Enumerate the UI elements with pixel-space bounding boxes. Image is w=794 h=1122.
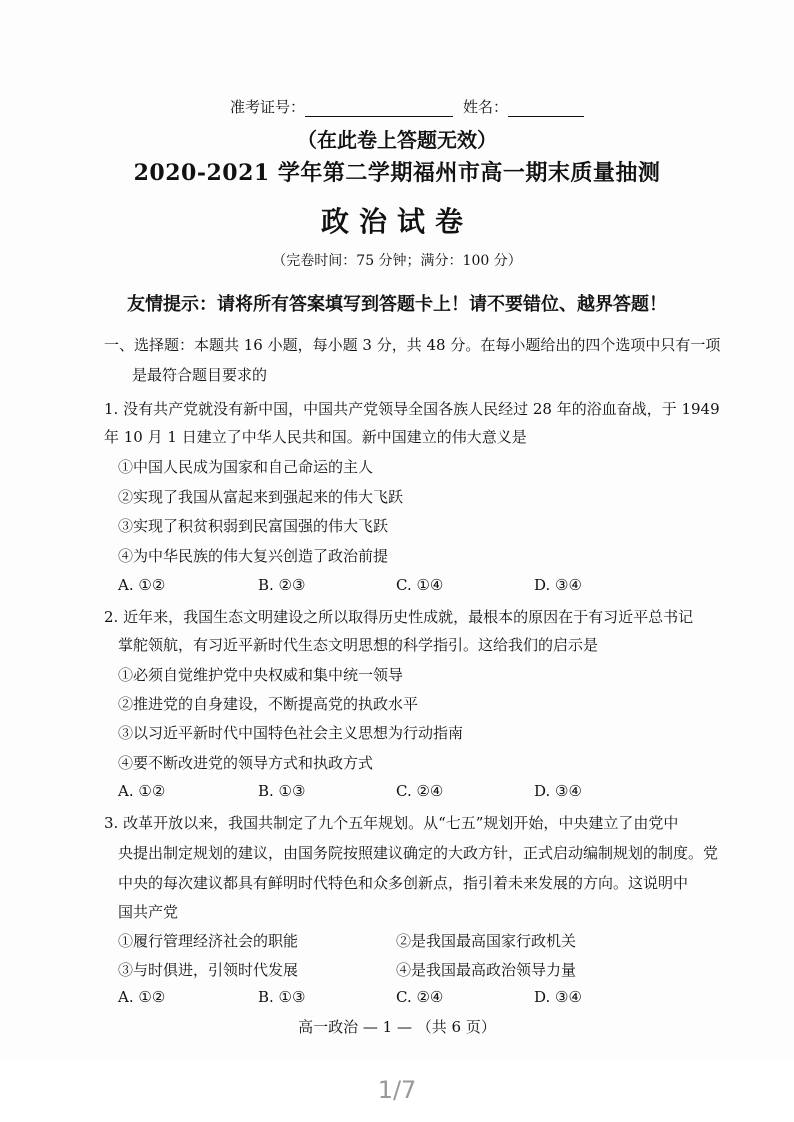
q1-option-c: C. ①④ <box>396 576 444 594</box>
page-footer: 高一政治 — 1 — （共 6 页） <box>298 1018 496 1036</box>
q3-option-d: D. ③④ <box>534 988 582 1006</box>
q1-stem-line1: 1. 没有共产党就没有新中国，中国共产党领导全国各族人民经过 28 年的浴血奋战，于 1949 <box>104 400 720 418</box>
q2-statement-1: ①必须自觉维护党中央权威和集中统一领导 <box>118 666 404 684</box>
q3-stem-line3: 中央的每次建议都具有鲜明时代特色和众多创新点，指引着未来发展的方向。这说明中 <box>118 874 689 892</box>
q2-statement-2: ②推进党的自身建设，不断提高党的执政水平 <box>118 695 419 713</box>
q2-stem-line1: 2. 近年来，我国生态文明建设之所以取得历史性成就，最根本的原因在于有习近平总书记 <box>104 608 694 626</box>
q1-statement-4: ④为中华民族的伟大复兴创造了政治前提 <box>118 547 389 565</box>
q2-option-a: A. ①② <box>118 782 166 800</box>
q2-option-b: B. ①③ <box>258 782 306 800</box>
q1-option-b: B. ②③ <box>258 576 306 594</box>
section-heading-cont: 是最符合题目要求的 <box>132 366 268 384</box>
q3-stem-line2: 央提出制定规划的建议，由国务院按照建议确定的大政方针，正式启动编制规划的制度。党 <box>118 844 719 862</box>
q2-statement-4: ④要不断改进党的领导方式和执政方式 <box>118 754 374 772</box>
name-label: 姓名： <box>463 98 509 116</box>
q3-statement-2: ②是我国最高国家行政机关 <box>396 932 577 950</box>
candidate-info-row <box>230 96 584 117</box>
q1-stem-line2: 年 10 月 1 日建立了中华人民共和国。新中国建立的伟大意义是 <box>104 428 527 446</box>
q1-option-d: D. ③④ <box>534 576 582 594</box>
tip-text: 友情提示：请将所有答案填写到答题卡上！请不要错位、越界答题！ <box>127 294 667 315</box>
subject-title: 政治试卷 <box>320 205 473 238</box>
name-blank <box>508 100 584 117</box>
q3-option-b: B. ①③ <box>258 988 306 1006</box>
q3-statement-4: ④是我国最高政治领导力量 <box>396 961 577 979</box>
invalid-note: （在此卷上答题无效） <box>297 128 497 152</box>
section-heading: 一、选择题：本题共 16 小题，每小题 3 分，共 48 分。在每小题给出的四个选项中只有一项 <box>104 336 721 354</box>
q1-statement-3: ③实现了积贫积弱到民富国强的伟大飞跃 <box>118 517 389 535</box>
q2-option-d: D. ③④ <box>534 782 582 800</box>
q3-option-a: A. ①② <box>118 988 166 1006</box>
q3-statement-3: ③与时俱进，引领时代发展 <box>118 961 299 979</box>
page-indicator: 1/7 <box>377 1076 417 1104</box>
q3-stem-line1: 3. 改革开放以来，我国共制定了九个五年规划。从“七五”规划开始，中央建立了由党中 <box>104 814 679 832</box>
q1-statement-1: ①中国人民成为国家和自己命运的主人 <box>118 458 374 476</box>
q3-stem-line4: 国共产党 <box>118 903 179 921</box>
q1-option-a: A. ①② <box>118 576 166 594</box>
q1-statement-2: ②实现了我国从富起来到强起来的伟大飞跃 <box>118 488 404 506</box>
q2-stem-line2: 掌舵领航，有习近平新时代生态文明思想的科学指引。这给我们的启示是 <box>118 636 599 654</box>
exam-title: 2020-2021 学年第二学期福州市高一期末质量抽测 <box>133 160 661 186</box>
id-label: 准考证号： <box>230 98 306 116</box>
q3-option-c: C. ②④ <box>396 988 444 1006</box>
id-blank <box>305 100 453 117</box>
q2-option-c: C. ②④ <box>396 782 444 800</box>
time-info: （完卷时间：75 分钟；满分：100 分） <box>272 253 522 269</box>
q2-statement-3: ③以习近平新时代中国特色社会主义思想为行动指南 <box>118 724 464 742</box>
q3-statement-1: ①履行管理经济社会的职能 <box>118 932 299 950</box>
